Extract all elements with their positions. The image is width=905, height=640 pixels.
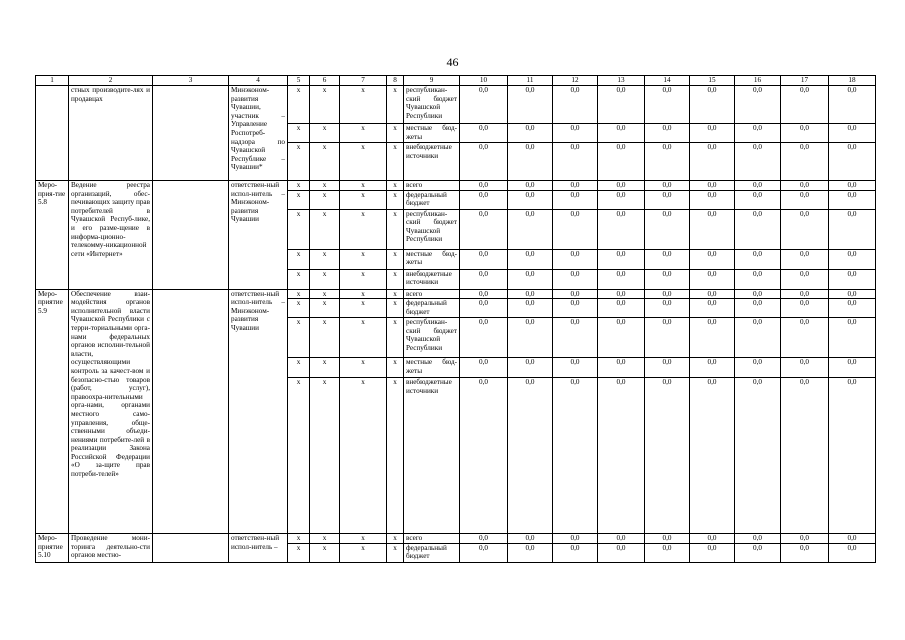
value-cell: 0,0 [829,543,876,562]
value-cell: 0,0 [645,289,690,299]
value-cell: 0,0 [829,358,876,378]
value-cell: 0,0 [598,124,645,143]
value-cell: 0,0 [460,249,508,269]
value-cell: 0,0 [690,543,735,562]
x-cell: x [310,143,340,181]
value-cell: 0,0 [553,358,598,378]
x-cell: x [340,181,387,191]
x-cell: x [387,143,404,181]
value-cell: 0,0 [598,190,645,209]
value-cell: 0,0 [735,534,781,544]
header-cell: 6 [310,76,340,86]
value-cell: 0,0 [553,249,598,269]
value-cell: 0,0 [690,86,735,124]
value-cell: 0,0 [553,181,598,191]
value-cell: 0,0 [781,143,829,181]
value-cell: 0,0 [735,289,781,299]
x-cell: x [288,143,310,181]
funding-source: внебюджетные источники [404,378,460,534]
funding-source: федеральный бюджет [404,543,460,562]
header-cell: 13 [598,76,645,86]
x-cell: x [288,181,310,191]
responsible-executor: Минэконом-развития Чувашии, участник – Управление Роспотреб-надзора по Чувашской Республике – Чувашии* [229,86,288,181]
value-cell: 0,0 [829,143,876,181]
funding-source: республикан-ский бюджет Чувашской Республики [404,86,460,124]
x-cell: x [387,181,404,191]
value-cell: 0,0 [553,190,598,209]
funding-source: республикан-ский бюджет Чувашской Республики [404,318,460,358]
value-cell: 0,0 [460,124,508,143]
value-cell: 0,0 [553,318,598,358]
value-cell: 0,0 [460,209,508,249]
value-cell: 0,0 [460,358,508,378]
value-cell: 0,0 [645,269,690,289]
value-cell: 0,0 [598,269,645,289]
table-row [36,181,876,191]
value-cell: 0,0 [508,543,553,562]
value-cell: 0,0 [460,289,508,299]
x-cell: x [288,534,310,544]
funding-source: местные бюд-жеты [404,124,460,143]
funding-source: местные бюд-жеты [404,358,460,378]
header-cell: 7 [340,76,387,86]
value-cell: 0,0 [735,378,781,534]
x-cell: x [387,209,404,249]
value-cell: 0,0 [829,378,876,534]
x-cell: x [288,86,310,124]
value-cell: 0,0 [735,358,781,378]
value-cell: 0,0 [690,299,735,318]
value-cell: 0,0 [829,299,876,318]
value-cell: 0,0 [735,543,781,562]
value-cell: 0,0 [598,543,645,562]
value-cell: 0,0 [781,299,829,318]
value-cell: 0,0 [508,86,553,124]
value-cell: 0,0 [735,209,781,249]
value-cell: 0,0 [598,378,645,534]
x-cell: x [340,358,387,378]
value-cell: 0,0 [460,181,508,191]
value-cell: 0,0 [829,289,876,299]
header-cell: 16 [735,76,781,86]
value-cell: 0,0 [781,289,829,299]
value-cell: 0,0 [735,299,781,318]
value-cell: 0,0 [690,143,735,181]
x-cell: x [340,269,387,289]
funding-source: всего [404,534,460,544]
x-cell: x [310,318,340,358]
value-cell: 0,0 [690,318,735,358]
value-cell: 0,0 [781,249,829,269]
header-cell: 8 [387,76,404,86]
value-cell: 0,0 [781,534,829,544]
header-cell: 1 [36,76,69,86]
value-cell: 0,0 [690,534,735,544]
table-row [36,86,876,124]
header-cell: 15 [690,76,735,86]
value-cell: 0,0 [645,299,690,318]
x-cell: x [288,124,310,143]
value-cell: 0,0 [735,124,781,143]
measure-name [36,86,69,181]
x-cell: x [310,181,340,191]
x-cell: x [288,190,310,209]
x-cell: x [288,358,310,378]
value-cell: 0,0 [553,269,598,289]
value-cell: 0,0 [508,124,553,143]
value-cell: 0,0 [690,249,735,269]
value-cell: 0,0 [645,209,690,249]
responsible-executor: ответствен-ный испол-нитель – Минэконом-развития Чувашии [229,289,288,534]
value-cell: 0,0 [781,181,829,191]
value-cell: 0,0 [781,318,829,358]
x-cell: x [387,299,404,318]
x-cell: x [387,289,404,299]
value-cell: 0,0 [645,124,690,143]
value-cell: 0,0 [508,249,553,269]
value-cell: 0,0 [781,86,829,124]
x-cell: x [310,269,340,289]
responsible-executor: ответствен-ный испол-нитель – [229,534,288,563]
x-cell: x [340,124,387,143]
page-number: 46 [446,55,459,69]
value-cell: 0,0 [598,209,645,249]
x-cell: x [340,190,387,209]
x-cell: x [340,143,387,181]
value-cell: 0,0 [829,181,876,191]
value-cell: 0,0 [598,534,645,544]
value-cell: 0,0 [781,358,829,378]
value-cell: 0,0 [781,269,829,289]
value-cell: 0,0 [460,269,508,289]
x-cell: x [340,318,387,358]
value-cell: 0,0 [690,181,735,191]
value-cell: 0,0 [598,289,645,299]
header-cell: 5 [288,76,310,86]
x-cell: x [310,209,340,249]
value-cell: 0,0 [598,249,645,269]
value-cell: 0,0 [553,299,598,318]
funding-source: местные бюд-жеты [404,249,460,269]
value-cell: 0,0 [508,269,553,289]
value-cell: 0,0 [735,249,781,269]
x-cell: x [310,299,340,318]
value-cell: 0,0 [645,181,690,191]
value-cell: 0,0 [690,358,735,378]
header-cell: 4 [229,76,288,86]
value-cell: 0,0 [645,534,690,544]
x-cell: x [340,378,387,534]
value-cell: 0,0 [690,209,735,249]
x-cell: x [310,378,340,534]
x-cell: x [288,209,310,249]
value-cell: 0,0 [598,181,645,191]
header-cell: 10 [460,76,508,86]
measure-name: Меро-приятие 5.9 [36,289,69,534]
x-cell: x [310,543,340,562]
value-cell: 0,0 [598,299,645,318]
x-cell: x [387,318,404,358]
x-cell: x [387,543,404,562]
value-cell: 0,0 [690,124,735,143]
value-cell: 0,0 [829,86,876,124]
value-cell: 0,0 [781,190,829,209]
x-cell: x [288,318,310,358]
header-cell: 9 [404,76,460,86]
value-cell: 0,0 [553,534,598,544]
value-cell: 0,0 [645,249,690,269]
program-table [35,75,876,563]
x-cell: x [387,378,404,534]
value-cell: 0,0 [460,543,508,562]
value-cell: 0,0 [690,378,735,534]
value-cell: 0,0 [781,378,829,534]
x-cell: x [340,543,387,562]
value-cell: 0,0 [508,181,553,191]
value-cell: 0,0 [690,289,735,299]
x-cell: x [310,86,340,124]
value-cell: 0,0 [735,269,781,289]
x-cell: x [340,249,387,269]
value-cell: 0,0 [508,299,553,318]
value-cell: 0,0 [460,318,508,358]
x-cell: x [387,269,404,289]
header-cell: 2 [69,76,153,86]
value-cell: 0,0 [690,269,735,289]
x-cell: x [288,249,310,269]
x-cell: x [387,249,404,269]
funding-source: республикан-ский бюджет Чувашской Республики [404,209,460,249]
x-cell: x [310,358,340,378]
x-cell: x [288,543,310,562]
value-cell: 0,0 [553,143,598,181]
header-cell: 18 [829,76,876,86]
value-cell: 0,0 [508,190,553,209]
col3-cell [153,181,229,290]
funding-source: внебюджетные источники [404,269,460,289]
value-cell: 0,0 [508,358,553,378]
value-cell: 0,0 [508,318,553,358]
header-cell: 17 [781,76,829,86]
value-cell: 0,0 [829,209,876,249]
header-cell: 12 [553,76,598,86]
x-cell: x [387,190,404,209]
col3-cell [153,86,229,181]
value-cell: 0,0 [553,378,598,534]
value-cell: 0,0 [735,318,781,358]
x-cell: x [288,299,310,318]
x-cell: x [310,124,340,143]
value-cell: 0,0 [598,358,645,378]
value-cell: 0,0 [735,86,781,124]
value-cell: 0,0 [553,86,598,124]
value-cell: 0,0 [645,543,690,562]
value-cell: 0,0 [781,543,829,562]
measure-description: Обеспечение взаи-модействия органов исполнительной власти Чувашской Республики с терри-ториальными орга-нами федеральных органов исполни-тельной власти, осуществляющими контроль за качест-вом и безопасно-стью товаров (работ, услуг), правоохра-нительными орга-нами, органами местного само-управления, обще-ственными объеди-нениями потребите-лей в реализации Закона Российской Федерации «О за-щите прав потреби-телей» [69,289,153,534]
value-cell: 0,0 [508,289,553,299]
x-cell: x [387,358,404,378]
x-cell: x [340,86,387,124]
value-cell: 0,0 [735,143,781,181]
value-cell: 0,0 [781,209,829,249]
value-cell: 0,0 [735,181,781,191]
value-cell: 0,0 [553,124,598,143]
x-cell: x [340,209,387,249]
x-cell: x [340,289,387,299]
funding-source: всего [404,181,460,191]
x-cell: x [340,534,387,544]
value-cell: 0,0 [645,358,690,378]
x-cell: x [310,249,340,269]
header-row [36,76,876,86]
measure-name: Меро-прия-тие 5.8 [36,181,69,290]
value-cell: 0,0 [460,190,508,209]
value-cell: 0,0 [735,190,781,209]
x-cell: x [288,378,310,534]
value-cell: 0,0 [598,143,645,181]
header-cell: 11 [508,76,553,86]
x-cell: x [288,269,310,289]
x-cell: x [288,289,310,299]
value-cell: 0,0 [645,318,690,358]
value-cell: 0,0 [645,86,690,124]
value-cell: 0,0 [829,190,876,209]
value-cell: 0,0 [460,143,508,181]
x-cell: x [340,299,387,318]
value-cell: 0,0 [645,378,690,534]
value-cell: 0,0 [460,534,508,544]
table-row [36,289,876,299]
value-cell: 0,0 [598,318,645,358]
measure-name: Меро-приятие 5.10 [36,534,69,563]
value-cell: 0,0 [690,190,735,209]
measure-description: Проведение мони-торинга деятельно-сти органов местно- [69,534,153,563]
x-cell: x [387,86,404,124]
value-cell: 0,0 [508,534,553,544]
responsible-executor: ответствен-ный испол-нитель – Минэконом-развития Чувашии [229,181,288,290]
funding-source: всего [404,289,460,299]
value-cell: 0,0 [829,318,876,358]
value-cell: 0,0 [781,124,829,143]
funding-source: внебюджетные источники [404,143,460,181]
table-row [36,534,876,544]
value-cell: 0,0 [460,378,508,534]
value-cell: 0,0 [553,543,598,562]
value-cell: 0,0 [598,86,645,124]
value-cell: 0,0 [829,534,876,544]
value-cell: 0,0 [645,190,690,209]
value-cell: 0,0 [460,299,508,318]
x-cell: x [310,289,340,299]
value-cell: 0,0 [553,289,598,299]
col3-cell [153,534,229,563]
x-cell: x [310,534,340,544]
value-cell: 0,0 [508,378,553,534]
header-cell: 3 [153,76,229,86]
value-cell: 0,0 [829,249,876,269]
measure-description: стных производите-лях и продавцах [69,86,153,181]
funding-source: федеральный бюджет [404,299,460,318]
value-cell: 0,0 [645,143,690,181]
value-cell: 0,0 [508,209,553,249]
value-cell: 0,0 [829,124,876,143]
measure-description: Ведение реестра организаций, обес-печивающих защиту прав потребителей в Чувашской Респуб-лике, и его разме-щение в информа-ционно-телекомму-никационной сети «Интернет» [69,181,153,290]
header-cell: 14 [645,76,690,86]
x-cell: x [387,534,404,544]
value-cell: 0,0 [553,209,598,249]
value-cell: 0,0 [460,86,508,124]
value-cell: 0,0 [829,269,876,289]
x-cell: x [387,124,404,143]
col3-cell [153,289,229,534]
value-cell: 0,0 [508,143,553,181]
x-cell: x [310,190,340,209]
funding-source: федеральный бюджет [404,190,460,209]
